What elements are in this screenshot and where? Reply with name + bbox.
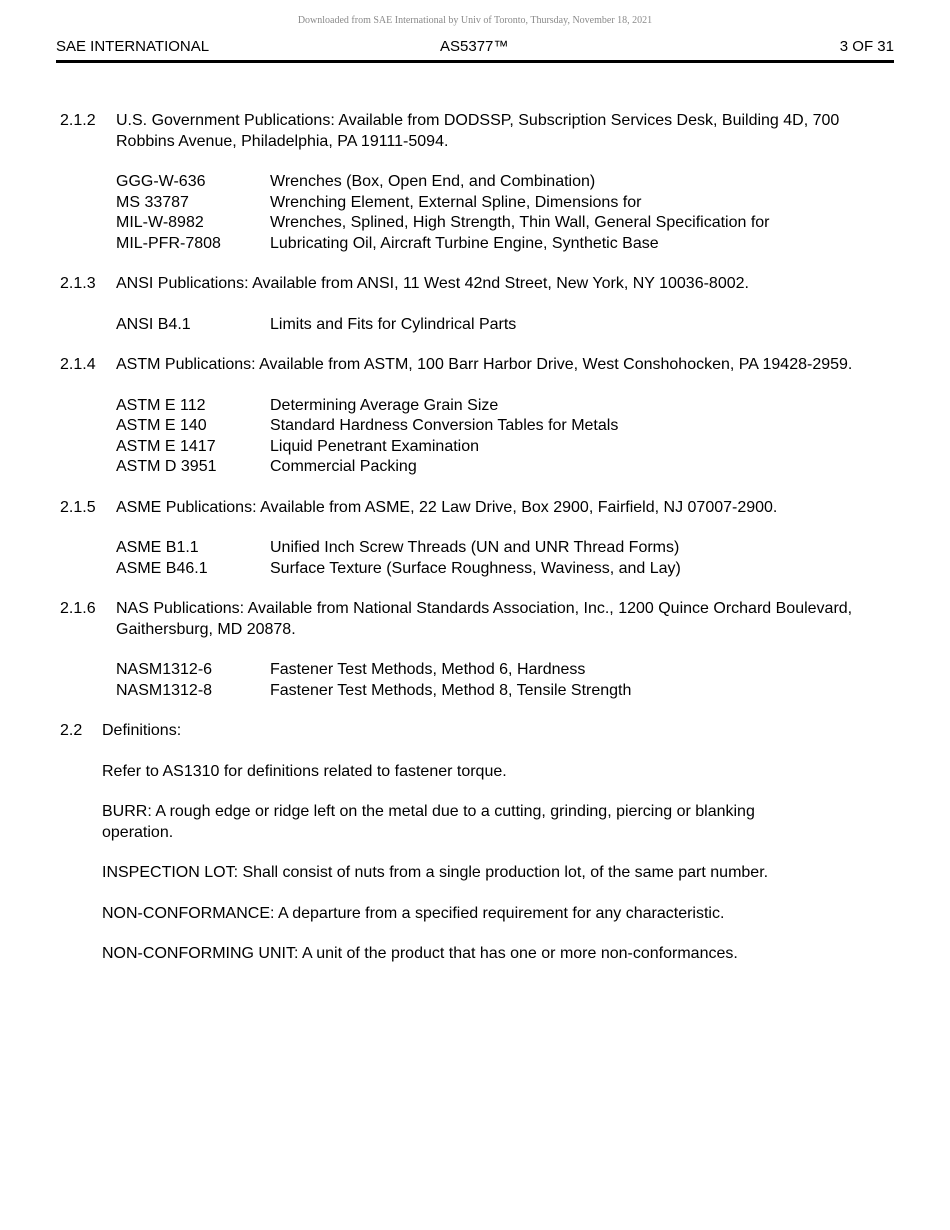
- reference-code: ASTM D 3951: [116, 458, 217, 475]
- section-number: 2.1.6: [60, 600, 96, 617]
- reference-title: Fastener Test Methods, Method 8, Tensile Strength: [270, 681, 632, 699]
- reference-code: ANSI B4.1: [116, 315, 191, 333]
- reference-row: [116, 437, 900, 458]
- section-2-1-4: [60, 355, 900, 376]
- reference-code: GGG-W-636: [116, 173, 206, 190]
- section-2-1-3: [60, 274, 900, 295]
- reference-list: [60, 396, 900, 478]
- section-text: NAS Publications: Available from National Standards Association, Inc., 1200 Quince Orchard Boulevard, Gaithersburg, MD 20878.: [116, 600, 853, 638]
- section-text: ASTM Publications: Available from ASTM, 100 Barr Harbor Drive, West Conshohocken, PA 19428-2959.: [116, 356, 853, 373]
- header-divider: [56, 60, 894, 63]
- reference-code: MIL-W-8982: [116, 214, 204, 231]
- header-organization: SAE INTERNATIONAL: [56, 38, 210, 55]
- reference-row: [116, 457, 900, 478]
- section-text: U.S. Government Publications: Available from DODSSP, Subscription Services Desk, Building 4D, 700 Robbins Avenue, Philadelphia, PA 19111-5094.: [116, 112, 840, 150]
- reference-row: [116, 396, 900, 417]
- page-header: [56, 38, 894, 58]
- reference-code: MIL-PFR-7808: [116, 234, 221, 252]
- reference-row: [116, 681, 900, 702]
- reference-title: Limits and Fits for Cylindrical Parts: [270, 315, 517, 333]
- reference-code: NASM1312-8: [116, 681, 213, 699]
- document-body: [60, 111, 900, 985]
- reference-title: Wrenching Element, External Spline, Dimensions for: [270, 193, 642, 211]
- reference-row: [116, 213, 900, 234]
- reference-row: [116, 172, 900, 193]
- reference-code: ASME B46.1: [116, 559, 208, 577]
- download-watermark: Downloaded from SAE International by Univ of Toronto, Thursday, November 18, 2021: [297, 15, 653, 26]
- reference-code: ASTM E 140: [116, 417, 207, 434]
- section-2-1-5: [60, 498, 900, 519]
- reference-title: Standard Hardness Conversion Tables for Metals: [270, 417, 619, 434]
- reference-title: Commercial Packing: [270, 458, 417, 475]
- section-heading: Definitions:: [102, 722, 182, 739]
- reference-row: [116, 416, 900, 437]
- definition-paragraph: INSPECTION LOT: Shall consist of nuts from a single production lot, of the same part number.: [102, 864, 769, 881]
- section-2-1-6: [60, 599, 900, 640]
- reference-list: [60, 172, 900, 254]
- reference-code: ASTM E 1417: [116, 437, 216, 455]
- reference-row: [116, 559, 900, 580]
- section-2-1-2: [60, 111, 900, 152]
- reference-row: [116, 193, 900, 214]
- reference-code: ASTM E 112: [116, 396, 206, 414]
- reference-title: Wrenches, Splined, High Strength, Thin Wall, General Specification for: [270, 214, 770, 231]
- section-number: 2.1.5: [60, 498, 96, 516]
- section-number: 2.2: [60, 722, 83, 739]
- reference-code: MS 33787: [116, 193, 189, 211]
- reference-list: [60, 315, 900, 336]
- reference-title: Liquid Penetrant Examination: [270, 437, 480, 455]
- reference-row: [116, 234, 900, 255]
- reference-code: ASME B1.1: [116, 539, 199, 556]
- definition-paragraph: Refer to AS1310 for definitions related to fastener torque.: [102, 762, 507, 780]
- reference-title: Determining Average Grain Size: [270, 396, 499, 414]
- reference-list: [60, 660, 900, 701]
- section-text: ANSI Publications: Available from ANSI, 11 West 42nd Street, New York, NY 10036-8002.: [116, 275, 749, 292]
- reference-title: Unified Inch Screw Threads (UN and UNR Thread Forms): [270, 539, 680, 556]
- header-document-id: AS5377™: [440, 38, 509, 55]
- definition-paragraph: NON-CONFORMING UNIT: A unit of the product that has one or more non-conformances.: [102, 945, 738, 962]
- reference-code: NASM1312-6: [116, 661, 213, 678]
- reference-title: Fastener Test Methods, Method 6, Hardness: [270, 661, 586, 678]
- definition-paragraph: BURR: A rough edge or ridge left on the metal due to a cutting, grinding, piercing or blanking operation.: [102, 803, 755, 841]
- section-text: ASME Publications: Available from ASME, 22 Law Drive, Box 2900, Fairfield, NJ 07007-2900.: [116, 498, 778, 516]
- section-number: 2.1.4: [60, 356, 96, 373]
- header-page-number: 3 OF 31: [839, 38, 894, 55]
- reference-title: Wrenches (Box, Open End, and Combination): [270, 173, 596, 190]
- reference-list: [60, 538, 900, 579]
- reference-row: [116, 538, 900, 559]
- section-2-2-definitions: [60, 721, 900, 742]
- section-number: 2.1.3: [60, 275, 96, 292]
- definition-paragraph: NON-CONFORMANCE: A departure from a specified requirement for any characteristic.: [102, 904, 725, 922]
- reference-title: Surface Texture (Surface Roughness, Waviness, and Lay): [270, 559, 681, 577]
- reference-row: [116, 315, 900, 336]
- section-number: 2.1.2: [60, 112, 96, 129]
- reference-title: Lubricating Oil, Aircraft Turbine Engine, Synthetic Base: [270, 234, 659, 252]
- reference-row: [116, 660, 900, 681]
